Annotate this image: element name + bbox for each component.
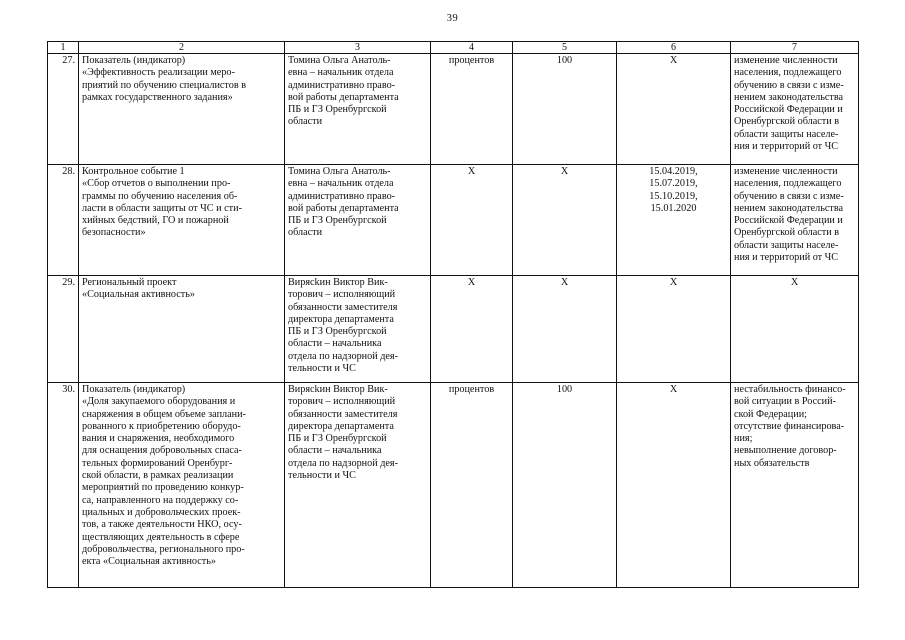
unit-cell: Х (431, 276, 513, 383)
col-header-2: 2 (79, 42, 285, 54)
unit-cell: процентов (431, 54, 513, 165)
col-header-7: 7 (731, 42, 859, 54)
indicator-name-line: Контрольное событие 1 (82, 166, 185, 177)
risk-cell-line: области защиты населе- (734, 128, 839, 140)
indicator-name-line: ласти в области защиты от ЧС и сти- (82, 202, 242, 214)
risk-cell-line: вой ситуации в Россий- (734, 396, 836, 408)
responsible-person (285, 383, 431, 588)
value-cell: Х (513, 165, 617, 276)
risk-cell-line: отсутствие финансирова- (734, 420, 845, 432)
indicator-name-line: вания и снаряжения, необходимого (82, 433, 235, 445)
value-cell: 100 (513, 54, 617, 165)
risk-cell-line: нением законодательства (734, 91, 844, 103)
risk-cell-line: Российской Федерации и (734, 215, 843, 227)
indicator-name-line: «Сбор отчетов о выполнении про- (82, 178, 231, 190)
responsible-person-line: обязанности заместителя (288, 408, 398, 420)
risk-cell-line: ния и территорий от ЧС (734, 252, 839, 264)
responsible-person-line: Томина Ольга Анатоль- (288, 55, 391, 66)
value-cell: 100 (513, 383, 617, 588)
responsible-person-line: вой работы департамента (288, 91, 399, 103)
indicator-name-line: рамках государственного задания» (82, 91, 233, 103)
responsible-person-line: ПБ и ГЗ Оренбургской (288, 104, 387, 116)
risk-cell (731, 276, 859, 383)
date-cell-line: 15.01.2020 (650, 202, 697, 214)
responsible-person-line: евна – начальник отдела (288, 67, 394, 79)
table-row (48, 165, 859, 276)
risk-cell-line: ской Федерации; (734, 408, 807, 420)
risk-cell-line: ния; (734, 433, 753, 445)
indicator-name-line: ществляющих деятельность в сфере (82, 531, 240, 543)
risk-cell-line: изменение численности (734, 55, 838, 66)
date-cell-line: Х (669, 384, 678, 395)
indicator-name-line: граммы по обучению населения об- (82, 190, 238, 202)
indicator-name-line: рованного к приобретению оборудо- (82, 420, 241, 432)
responsible-person-line: торович – исполняющий (288, 289, 396, 301)
responsible-person-line: вой работы департамента (288, 202, 399, 214)
risk-cell-line: Оренбургской области в (734, 227, 840, 239)
risk-cell (731, 383, 859, 588)
risk-cell (731, 165, 859, 276)
indicator-name-line: добровольчества, регионального про- (82, 543, 245, 555)
responsible-person-line: области (288, 227, 323, 239)
date-cell (617, 54, 731, 165)
responsible-person (285, 276, 431, 383)
responsible-person-line: торович – исполняющий (288, 396, 396, 408)
indicator-name-line: снаряжения в общем объеме заплани- (82, 408, 246, 420)
indicator-name-line: приятий по обучению специалистов в (82, 79, 247, 91)
col-header-5: 5 (513, 42, 617, 54)
date-cell-line: 15.04.2019, (649, 166, 698, 177)
responsible-person-line: отдела по надзорной дея- (288, 457, 398, 469)
page-number: 39 (446, 13, 459, 24)
col-header-6: 6 (617, 42, 731, 54)
risk-cell (731, 54, 859, 165)
indicator-name-line: безопасности» (82, 227, 146, 239)
date-cell (617, 165, 731, 276)
responsible-person-line: тельности и ЧС (288, 363, 356, 375)
responsible-person-line: директора департамента (288, 313, 394, 325)
indicator-name-line: тельных формирований Оренбург- (82, 457, 233, 469)
responsible-person-line: административно право- (288, 190, 396, 202)
col-header-3: 3 (285, 42, 431, 54)
indicator-name (79, 276, 285, 383)
date-cell-line: 15.10.2019, (649, 190, 698, 202)
responsible-person-line: области – начальника (288, 338, 382, 350)
row-number: 28. (48, 165, 79, 276)
indicator-name (79, 383, 285, 588)
responsible-person-line: директора департамента (288, 420, 394, 432)
indicator-name-line: «Доля закупаемого оборудования и (82, 396, 236, 408)
risk-cell-line: Оренбургской области в (734, 116, 840, 128)
indicator-name-line: мероприятий по проведению конкур- (82, 482, 244, 494)
indicator-name-line: Показатель (индикатор) (82, 55, 186, 66)
col-header-1: 1 (48, 42, 79, 54)
date-cell (617, 276, 731, 383)
indicator-name-line: екта «Социальная активность» (82, 556, 216, 568)
responsible-person (285, 54, 431, 165)
responsible-person-line: ПБ и ГЗ Оренбургской (288, 326, 387, 338)
risk-cell-line: Х (790, 277, 799, 288)
risk-cell-line: ния и территорий от ЧС (734, 141, 839, 153)
responsible-person (285, 165, 431, 276)
date-cell-line: 15.07.2019, (649, 178, 698, 190)
date-cell-line: Х (669, 277, 678, 288)
indicator-name-line: «Социальная активность» (82, 289, 195, 301)
responsible-person-line: области (288, 116, 323, 128)
risk-cell-line: невыполнение договор- (734, 445, 837, 457)
risk-cell-line: нением законодательства (734, 202, 844, 214)
indicator-name (79, 54, 285, 165)
row-number: 27. (48, 54, 79, 165)
date-cell (617, 383, 731, 588)
table-row (48, 276, 859, 383)
unit-cell: процентов (431, 383, 513, 588)
indicator-name-line: для оснащения добровольных спаса- (82, 445, 242, 457)
risk-cell-line: населения, подлежащего (734, 67, 842, 79)
row-number: 29. (48, 276, 79, 383)
risk-cell-line: обучению в связи с изме- (734, 190, 844, 202)
indicator-table (47, 41, 859, 588)
risk-cell-line: ных обязательств (734, 457, 810, 469)
risk-cell-line: изменение численности (734, 166, 838, 177)
indicator-name-line: Показатель (индикатор) (82, 384, 186, 395)
indicator-name (79, 165, 285, 276)
responsible-person-line: Томина Ольга Анатоль- (288, 166, 391, 177)
table-row (48, 54, 859, 165)
responsible-person-line: евна – начальник отдела (288, 178, 394, 190)
risk-cell-line: населения, подлежащего (734, 178, 842, 190)
responsible-person-line: области – начальника (288, 445, 382, 457)
responsible-person-line: ПБ и ГЗ Оренбургской (288, 433, 387, 445)
header-row (48, 42, 859, 54)
date-cell-line: Х (669, 55, 678, 66)
risk-cell-line: Российской Федерации и (734, 104, 843, 116)
responsible-person-line: ПБ и ГЗ Оренбургской (288, 215, 387, 227)
indicator-name-line: тов, а также деятельности НКО, осу- (82, 519, 242, 531)
indicator-name-line: ской области, в рамках реализации (82, 470, 234, 482)
indicator-name-line: циальных и добровольческих проек- (82, 506, 241, 518)
responsible-person-line: Вирясkин Виктор Вик- (288, 277, 388, 288)
row-number: 30. (48, 383, 79, 588)
indicator-name-line: «Эффективность реализации меро- (82, 67, 235, 79)
value-cell: Х (513, 276, 617, 383)
risk-cell-line: области защиты населе- (734, 239, 839, 251)
risk-cell-line: нестабильность финансо- (734, 384, 846, 395)
responsible-person-line: обязанности заместителя (288, 301, 398, 313)
responsible-person-line: Вирясkин Виктор Вик- (288, 384, 388, 395)
responsible-person-line: административно право- (288, 79, 396, 91)
col-header-4: 4 (431, 42, 513, 54)
responsible-person-line: тельности и ЧС (288, 470, 356, 482)
risk-cell-line: обучению в связи с изме- (734, 79, 844, 91)
table-row (48, 383, 859, 588)
indicator-name-line: са, направленного на поддержку со- (82, 494, 239, 506)
responsible-person-line: отдела по надзорной дея- (288, 350, 398, 362)
unit-cell: Х (431, 165, 513, 276)
indicator-name-line: хийных бедствий, ГО и пожарной (82, 215, 229, 227)
indicator-name-line: Региональный проект (82, 277, 177, 288)
